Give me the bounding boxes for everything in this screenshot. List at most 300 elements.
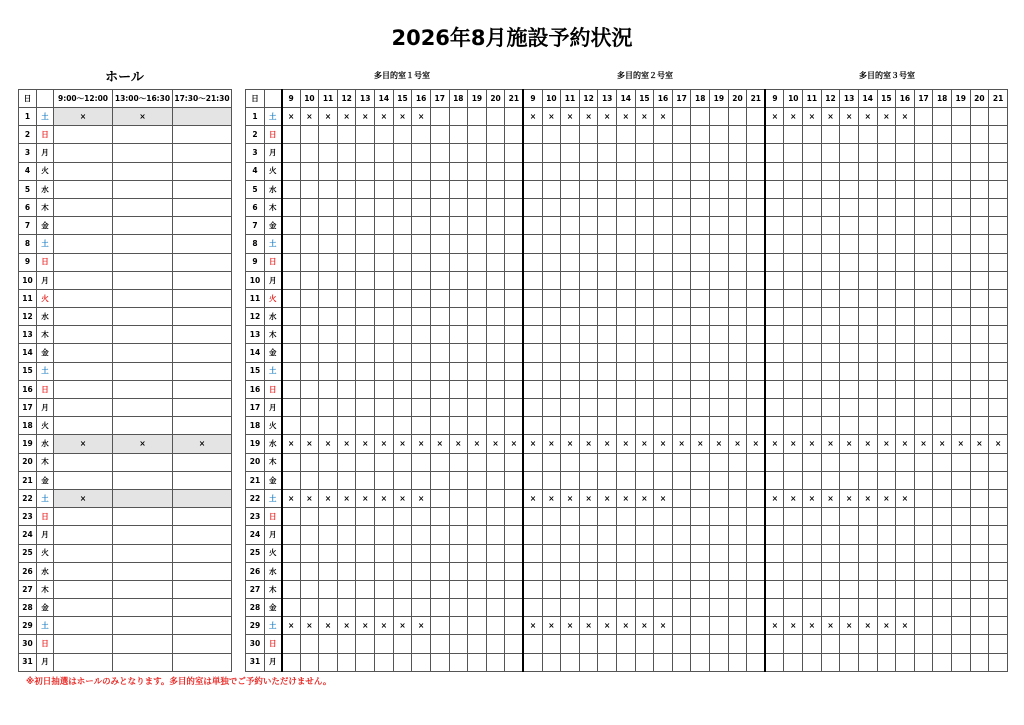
slot-cell [728,562,747,580]
hall-day-row [19,580,232,598]
booked-mark: × [821,617,840,635]
slot-cell [337,344,356,362]
hour-header: 17 [430,90,449,108]
slot-cell [282,544,301,562]
slot-cell [951,417,970,435]
slot-cell [412,599,431,617]
slot-cell [579,126,598,144]
slot-cell [989,326,1008,344]
slot-cell [691,126,710,144]
slot-cell [113,617,173,635]
slot-cell [765,217,784,235]
booked-mark: × [319,617,338,635]
weekday: 日 [265,380,282,398]
slot-cell [747,417,766,435]
weekday: 火 [37,544,54,562]
slot-cell [430,108,449,126]
slot-cell [356,526,375,544]
slot-cell [300,362,319,380]
hall-day-row [19,653,232,671]
slot-cell [173,253,232,271]
slot-cell [505,217,524,235]
slot-cell [54,253,113,271]
slot-cell [691,326,710,344]
slot-cell [933,653,952,671]
slot-cell [933,271,952,289]
slot-cell [430,126,449,144]
slot-cell [691,544,710,562]
booked-mark: × [858,489,877,507]
slot-cell [598,417,617,435]
slot-cell [710,235,729,253]
slot-cell [412,217,431,235]
slot-cell [747,617,766,635]
slot-cell [635,417,654,435]
hall-day-row [19,108,232,126]
slot-cell [579,399,598,417]
day-number: 1 [246,108,265,126]
slot-cell [635,271,654,289]
slot-cell [561,271,580,289]
booked-mark: × [877,435,896,453]
slot-cell [430,580,449,598]
slot-cell [784,180,803,198]
slot-cell [430,380,449,398]
hall-day-row [19,326,232,344]
slot-cell [989,144,1008,162]
slot-cell [914,580,933,598]
slot-cell [430,326,449,344]
slot-cell [858,544,877,562]
slot-cell [449,653,468,671]
slot-cell [542,380,561,398]
slot-cell [970,108,989,126]
day-number: 29 [19,617,37,635]
slot-cell [468,289,487,307]
slot-cell [523,198,542,216]
slot-cell [300,544,319,562]
slot-cell [393,453,412,471]
slot-cell [821,471,840,489]
slot-cell [877,326,896,344]
slot-cell [412,526,431,544]
slot-cell [337,635,356,653]
slot-cell [468,344,487,362]
slot-cell [858,562,877,580]
rooms-day-row [246,399,1008,417]
day-number: 24 [246,526,265,544]
slot-cell [821,380,840,398]
slot-cell [617,508,636,526]
slot-cell [468,144,487,162]
slot-cell [858,289,877,307]
hall-day-row [19,526,232,544]
slot-cell [858,235,877,253]
hall-header-row [19,90,232,108]
slot-cell [747,653,766,671]
slot-cell [728,380,747,398]
day-number: 31 [246,653,265,671]
rooms-day-row [246,198,1008,216]
slot-cell [765,308,784,326]
slot-cell [784,344,803,362]
slot-cell [840,580,859,598]
slot-cell [896,653,915,671]
slot-cell [765,399,784,417]
slot-cell [300,235,319,253]
slot-cell [54,180,113,198]
booked-mark: × [654,617,673,635]
slot-cell [375,544,394,562]
slot-cell [821,180,840,198]
day-number: 7 [19,217,37,235]
slot-cell [486,471,505,489]
slot-cell [319,198,338,216]
slot-cell [821,198,840,216]
slot-cell [951,253,970,271]
slot-cell [821,635,840,653]
slot-cell [896,599,915,617]
hall-day-row [19,453,232,471]
slot-cell [896,217,915,235]
slot-cell [300,180,319,198]
slot-cell [375,144,394,162]
slot-cell [970,344,989,362]
slot-cell [523,162,542,180]
slot-cell [710,326,729,344]
slot-cell [173,198,232,216]
slot-cell [635,599,654,617]
rooms-day-row [246,544,1008,562]
hour-header: 15 [393,90,412,108]
booked-mark: × [617,489,636,507]
slot-cell [393,653,412,671]
slot-cell [765,144,784,162]
slot-cell [747,235,766,253]
hour-header: 10 [300,90,319,108]
slot-cell [375,653,394,671]
day-number: 16 [246,380,265,398]
slot-cell [765,326,784,344]
weekday: 月 [37,526,54,544]
slot-cell [282,344,301,362]
slot-cell [173,617,232,635]
day-number: 9 [19,253,37,271]
slot-cell [951,508,970,526]
slot-cell [858,344,877,362]
booked-mark: × [282,108,301,126]
slot-cell [672,162,691,180]
slot-cell [113,308,173,326]
slot-cell [505,235,524,253]
booked-mark: × [412,108,431,126]
day-number: 27 [19,580,37,598]
slot-cell [523,271,542,289]
hall-column-header: 13:00～16:30 [113,90,173,108]
slot-cell [933,635,952,653]
slot-cell [821,326,840,344]
hour-header: 21 [505,90,524,108]
slot-cell [672,653,691,671]
slot-cell [54,544,113,562]
slot-cell [542,526,561,544]
room1-label: 多目的室１号室 [374,71,430,80]
slot-cell [486,289,505,307]
slot-cell [375,562,394,580]
slot-cell [173,235,232,253]
hour-header: 11 [319,90,338,108]
slot-cell [523,326,542,344]
slot-cell [989,108,1008,126]
slot-cell [896,417,915,435]
slot-cell [282,126,301,144]
booked-mark: × [542,617,561,635]
day-number: 16 [19,380,37,398]
slot-cell [914,417,933,435]
slot-cell [840,526,859,544]
slot-cell [710,508,729,526]
slot-cell [505,198,524,216]
slot-cell [375,471,394,489]
slot-cell [914,144,933,162]
slot-cell [282,635,301,653]
slot-cell [840,144,859,162]
room2-label: 多目的室２号室 [617,71,673,80]
slot-cell [523,562,542,580]
slot-cell [803,253,822,271]
slot-cell [765,362,784,380]
slot-cell [300,162,319,180]
slot-cell [877,417,896,435]
slot-cell [54,562,113,580]
slot-cell [356,380,375,398]
slot-cell [635,544,654,562]
slot-cell [951,235,970,253]
slot-cell [412,544,431,562]
slot-cell [598,453,617,471]
slot-cell [505,417,524,435]
slot-cell [821,144,840,162]
slot-cell [337,289,356,307]
slot-cell [319,471,338,489]
slot-cell [914,526,933,544]
slot-cell [523,599,542,617]
slot-cell [970,453,989,471]
booked-mark: × [710,435,729,453]
day-number: 26 [19,562,37,580]
slot-cell [858,326,877,344]
slot-cell [449,399,468,417]
slot-cell [412,235,431,253]
slot-cell [728,653,747,671]
slot-cell [858,253,877,271]
slot-cell [486,417,505,435]
slot-cell [449,599,468,617]
slot-cell [282,308,301,326]
slot-cell [468,126,487,144]
slot-cell [523,417,542,435]
hall-day-row [19,544,232,562]
slot-cell [691,308,710,326]
slot-cell [54,289,113,307]
slot-cell [449,562,468,580]
slot-cell [672,471,691,489]
slot-cell [393,326,412,344]
slot-cell [784,508,803,526]
booked-mark: × [375,435,394,453]
slot-cell [896,562,915,580]
hall-day-row [19,471,232,489]
slot-cell [430,471,449,489]
slot-cell [691,562,710,580]
slot-cell [173,417,232,435]
slot-cell [375,417,394,435]
slot-cell [113,289,173,307]
slot-cell [542,417,561,435]
slot-cell [173,217,232,235]
day-number: 12 [246,308,265,326]
slot-cell [970,508,989,526]
slot-cell [951,453,970,471]
weekday: 火 [37,162,54,180]
slot-cell [691,380,710,398]
weekday: 土 [37,235,54,253]
slot-cell [710,580,729,598]
slot-cell [784,453,803,471]
slot-cell [54,308,113,326]
day-number: 7 [246,217,265,235]
slot-cell [989,453,1008,471]
slot-cell [113,471,173,489]
slot-cell [393,417,412,435]
slot-cell [989,508,1008,526]
weekday: 木 [265,198,282,216]
slot-cell [486,544,505,562]
slot-cell [691,144,710,162]
weekday: 日 [265,508,282,526]
slot-cell [449,526,468,544]
slot-cell [747,308,766,326]
slot-cell [989,253,1008,271]
weekday: 火 [265,544,282,562]
slot-cell [747,253,766,271]
slot-cell [598,326,617,344]
hour-header: 16 [654,90,673,108]
weekday: 月 [265,399,282,417]
slot-cell [523,180,542,198]
booked-mark: × [300,489,319,507]
booked-mark: × [635,617,654,635]
slot-cell [728,198,747,216]
slot-cell [877,399,896,417]
slot-cell [821,126,840,144]
slot-cell [654,562,673,580]
slot-cell [319,417,338,435]
slot-cell [728,162,747,180]
slot-cell [635,253,654,271]
slot-cell [691,526,710,544]
rooms-day-row [246,526,1008,544]
slot-cell [393,217,412,235]
slot-cell [412,453,431,471]
weekday: 土 [37,617,54,635]
slot-cell [561,344,580,362]
hall-label: ホール [105,70,144,85]
slot-cell [691,271,710,289]
slot-cell [430,289,449,307]
slot-cell [989,380,1008,398]
slot-cell [282,562,301,580]
booked-mark: × [319,108,338,126]
slot-cell [728,526,747,544]
slot-cell [113,508,173,526]
hour-header: 21 [989,90,1008,108]
slot-cell [468,326,487,344]
slot-cell [468,653,487,671]
slot-cell [672,108,691,126]
slot-cell [858,271,877,289]
slot-cell [951,471,970,489]
slot-cell [989,344,1008,362]
slot-cell [933,380,952,398]
slot-cell [747,562,766,580]
slot-cell [747,217,766,235]
slot-cell [672,399,691,417]
slot-cell [654,508,673,526]
slot-cell [393,344,412,362]
slot-cell [542,653,561,671]
slot-cell [896,308,915,326]
slot-cell [989,235,1008,253]
slot-cell [412,289,431,307]
slot-cell [803,326,822,344]
booked-mark: × [542,108,561,126]
slot-cell [877,562,896,580]
booked-mark: × [393,489,412,507]
slot-cell [113,344,173,362]
slot-cell [840,653,859,671]
hall-day-row [19,435,232,453]
slot-cell [784,471,803,489]
weekday: 火 [265,417,282,435]
slot-cell [282,417,301,435]
slot-cell [617,344,636,362]
slot-cell [300,380,319,398]
slot-cell [430,253,449,271]
slot-cell [933,526,952,544]
slot-cell [784,526,803,544]
slot-cell [412,380,431,398]
day-number: 20 [246,453,265,471]
slot-cell [468,180,487,198]
slot-cell [914,635,933,653]
day-number: 1 [19,108,37,126]
booked-mark: × [523,435,542,453]
hour-header: 9 [765,90,784,108]
slot-cell [877,362,896,380]
booked-mark: × [765,435,784,453]
weekday: 木 [37,580,54,598]
hall-day-row [19,617,232,635]
slot-cell [710,544,729,562]
slot-cell [598,198,617,216]
slot-cell [54,235,113,253]
booked-mark: × [914,435,933,453]
slot-cell [113,217,173,235]
slot-cell [54,380,113,398]
booked-mark: × [784,108,803,126]
slot-cell [486,362,505,380]
